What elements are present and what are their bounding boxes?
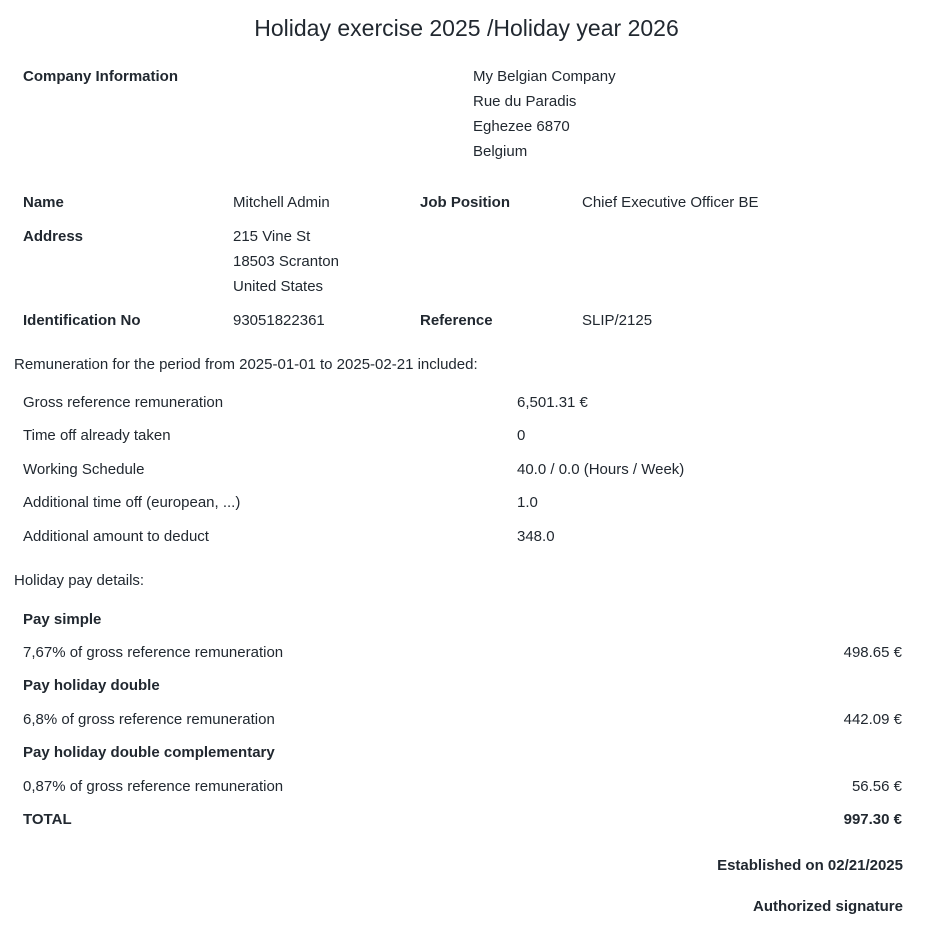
company-address-block bbox=[473, 64, 616, 164]
name-label: Name bbox=[23, 194, 64, 211]
table-row bbox=[23, 774, 902, 799]
authorized-signature-label: Authorized signature bbox=[752, 897, 903, 915]
reference-label: Reference bbox=[420, 312, 493, 329]
table-row bbox=[23, 423, 933, 448]
pay-simple-rate-label: 7,67% of gross reference remuneration bbox=[23, 643, 284, 661]
address-row bbox=[23, 224, 933, 299]
identification-value: 93051822361 bbox=[233, 312, 325, 329]
holiday-pay-table bbox=[0, 607, 933, 832]
company-information-label: Company Information bbox=[23, 68, 179, 85]
pay-double-rate-label: 6,8% of gross reference remuneration bbox=[23, 710, 275, 728]
working-schedule-value: 40.0 / 0.0 (Hours / Week) bbox=[517, 460, 685, 478]
remuneration-table bbox=[0, 390, 933, 549]
name-value: Mitchell Admin bbox=[233, 194, 330, 211]
identification-row bbox=[23, 308, 933, 333]
company-street: Rue du Paradis bbox=[473, 93, 577, 110]
working-schedule-label: Working Schedule bbox=[23, 460, 145, 478]
address-row-spacer2 bbox=[582, 224, 933, 299]
additional-deduct-value: 348.0 bbox=[517, 527, 555, 545]
address-country: United States bbox=[233, 278, 324, 295]
identification-label: Identification No bbox=[23, 312, 141, 329]
page-title: Holiday exercise 2025 /Holiday year 2026 bbox=[254, 15, 679, 41]
table-row bbox=[23, 640, 902, 665]
address-label: Address bbox=[23, 228, 84, 245]
table-row bbox=[23, 707, 902, 732]
table-row bbox=[23, 673, 902, 698]
additional-time-off-label: Additional time off (european, ...) bbox=[23, 494, 241, 512]
time-off-taken-value: 0 bbox=[517, 427, 526, 445]
table-row bbox=[23, 807, 902, 832]
time-off-taken-label: Time off already taken bbox=[23, 427, 171, 445]
table-row bbox=[23, 390, 933, 415]
address-row-spacer1 bbox=[420, 224, 582, 299]
pay-double-comp-rate-label: 0,87% of gross reference remuneration bbox=[23, 777, 284, 795]
employee-header-section bbox=[0, 190, 933, 333]
table-row bbox=[23, 607, 902, 632]
gross-reference-label: Gross reference remuneration bbox=[23, 394, 224, 411]
holiday-pay-details-intro: Holiday pay details: bbox=[14, 571, 145, 589]
pay-double-rate-amount: 442.09 € bbox=[843, 710, 902, 728]
additional-time-off-value: 1.0 bbox=[517, 494, 538, 512]
job-position-value: Chief Executive Officer BE bbox=[582, 194, 759, 211]
address-city: 18503 Scranton bbox=[233, 253, 339, 270]
table-row bbox=[23, 740, 902, 765]
pay-double-comp-rate-amount: 56.56 € bbox=[851, 777, 902, 795]
established-on-date: Established on 02/21/2025 bbox=[717, 856, 903, 874]
pay-simple-rate-amount: 498.65 € bbox=[843, 643, 902, 661]
job-position-label: Job Position bbox=[420, 194, 510, 211]
pay-simple-label: Pay simple bbox=[23, 610, 102, 628]
total-amount: 997.30 € bbox=[843, 810, 902, 828]
company-country: Belgium bbox=[473, 143, 528, 160]
name-row bbox=[23, 190, 933, 215]
pay-double-comp-label: Pay holiday double complementary bbox=[23, 744, 275, 762]
table-row bbox=[23, 524, 933, 549]
additional-deduct-label: Additional amount to deduct bbox=[23, 527, 209, 545]
remuneration-period-intro: Remuneration for the period from 2025-01-01 to 2025-02-21 included: bbox=[14, 356, 478, 373]
table-row bbox=[23, 490, 933, 515]
gross-reference-value: 6,501.31 € bbox=[517, 394, 588, 411]
table-row bbox=[23, 457, 933, 482]
address-street: 215 Vine St bbox=[233, 228, 311, 245]
company-name: My Belgian Company bbox=[473, 68, 616, 85]
total-label: TOTAL bbox=[23, 810, 72, 828]
pay-double-label: Pay holiday double bbox=[23, 677, 160, 695]
reference-value: SLIP/2125 bbox=[582, 312, 653, 329]
company-information-section bbox=[0, 64, 933, 164]
company-city: Eghezee 6870 bbox=[473, 118, 570, 135]
address-value-block bbox=[233, 224, 420, 299]
